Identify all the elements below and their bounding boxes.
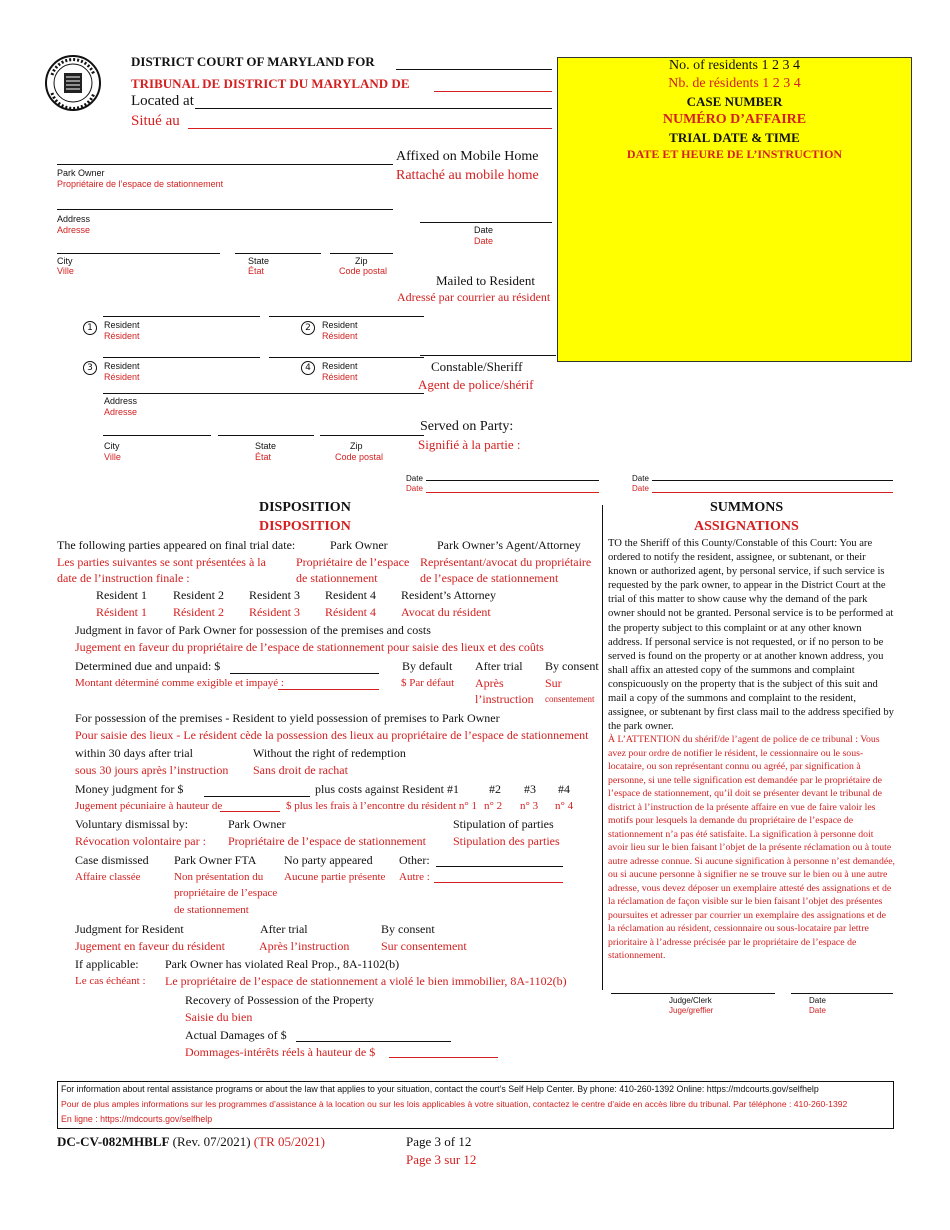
if-applicable-label-fr: Le cas échéant : <box>75 975 146 987</box>
constable-label: Constable/Sheriff <box>431 359 523 374</box>
summons-body: TO the Sheriff of this County/Constable of this Court: You are ordered to notify the resident, assignee, or subtenant, or their known or authorized agent, by personal service, if such service is requested by the park owner, to appear in the District Court at the trial of this matter to show cause why the demand of the park owner should not be granted. Personal service is to be performed at the property subject to this complaint or at any other known address. If personal service is not requested, or if no person to be served is found on the property or at another known address, you shall affix an attested copy of the summons and complaint conspicuously on the property that is the subject of this suit and mail a copy of the summons and complaint to the resident, assignee, or subtenant by first class mail to the address specified by the park owner. <box>608 538 894 733</box>
resident-zip-label-fr: Code postal <box>335 452 384 462</box>
money-judgment-line-fr <box>220 811 280 812</box>
resident-3-label: Resident <box>104 361 140 371</box>
located-line-fr <box>188 128 552 129</box>
appeared-resident-attorney[interactable]: Resident’s Attorney <box>401 588 496 602</box>
due-unpaid-label-fr: Montant déterminé comme exigible et impayé : <box>75 677 284 689</box>
summons-divider <box>602 505 603 990</box>
city-label: City <box>57 256 73 266</box>
other-line-fr <box>434 882 563 883</box>
city-label-fr: Ville <box>57 266 74 276</box>
by-consent[interactable]: By consent <box>545 659 599 673</box>
summons-date-label-fr: Date <box>809 1006 826 1015</box>
residents-count[interactable]: No. of residents 1 2 3 4 <box>668 58 801 73</box>
judgment-park-owner-fr: Jugement en faveur du propriétaire de l’espace de stationnement pour saisie des lieux et des coûts <box>75 640 544 654</box>
appeared-resident-attorney-fr: Avocat du résident <box>401 605 491 619</box>
other-label: Other: <box>399 853 430 867</box>
appeared-resident-4-fr: Résident 4 <box>325 605 376 619</box>
form-revision: (Rev. 07/2021) <box>172 1134 251 1149</box>
no-party-appeared-fr: Aucune partie présente <box>284 871 386 883</box>
money-resident-4[interactable]: #4 <box>558 782 570 796</box>
case-dismissed-fr: Affaire classée <box>75 871 141 883</box>
residents-count-fr: Nb. de résidents 1 2 3 4 <box>668 76 801 91</box>
appeared-resident-3-fr: Résident 3 <box>249 605 300 619</box>
summons-body-fr: À L’ATTENTION du shérif/de l’agent de police de ce tribunal : Vous avez pour ordre de notifier le résident, le cessionnaire ou le sous-locataire, ou son représentant connu ou agréé, par signification à personne, si une telle signification est demandée par le propriétaire de l’espace de stationnement, qu’il doit se présenter devant le tribunal de district à l’instruction de la présente affaire en vue de faire valoir les motifs pour lesquels la demande du propriétaire de l’espace de stationnement n’a pas été satisfaite. La signification à personne doit avoir lieu sur le bien faisant l’objet de la présente réclamation ou à toute autre adresse connue. Si aucune signification à personne n’est demandée, ou si aucune personne à signifier ne se trouve sur le bien ou à une autre adresse, vous devez déposer un exemplaire attesté des assignations et de la réclamation de façon visible sur le bien faisant l’objet des présentes poursuites et adresser par courrier un exemplaire des assignations et de la réclamation au résident, cessionnaire ou sous-locataire par lettre prioritaire à l’adresse précisée par le propriétaire de l’espace de stationnement. <box>608 734 895 961</box>
city-line[interactable] <box>57 253 220 254</box>
appeared-resident-3[interactable]: Resident 3 <box>249 588 300 602</box>
by-default[interactable]: By default <box>402 659 453 673</box>
address-line[interactable] <box>57 209 393 210</box>
resident-2-label-fr: Résident <box>322 331 358 341</box>
resident-1-label: Resident <box>104 320 140 330</box>
vol-park-owner[interactable]: Park Owner <box>228 817 286 831</box>
zip-label-fr: Code postal <box>339 266 388 276</box>
court-seal <box>44 53 102 113</box>
case-number-label-fr: NUMÉRO D’AFFAIRE <box>662 112 807 127</box>
served-date-1-label-fr: Date <box>406 484 423 493</box>
page-number-fr: Page 3 sur 12 <box>406 1152 477 1167</box>
due-unpaid-label: Determined due and unpaid: $ <box>75 659 221 673</box>
affixed-date-label-fr: Date <box>474 236 494 246</box>
park-owner-fta-fr-2: propriétaire de l’espace <box>174 887 278 899</box>
after-trial[interactable]: After trial <box>475 659 523 673</box>
appeared-agent-fr-1: Représentant/avocat du propriétaire <box>420 555 592 569</box>
judge-signature-line[interactable] <box>611 993 775 994</box>
served-date-1-line-fr <box>426 492 599 493</box>
appeared-label-fr-2: date de l’instruction finale : <box>57 571 190 585</box>
summons-title-fr: ASSIGNATIONS <box>694 519 799 534</box>
resident-zip-line[interactable] <box>320 435 424 436</box>
affixed-label: Affixed on Mobile Home <box>396 149 539 164</box>
recovery-possession[interactable]: Recovery of Possession of the Property <box>185 993 374 1007</box>
summons-date-line[interactable] <box>791 993 893 994</box>
state-label: State <box>248 256 270 266</box>
due-unpaid-line[interactable] <box>230 673 379 674</box>
state-label-fr: État <box>248 266 265 276</box>
money-resident-3-fr: n° 3 <box>520 800 539 812</box>
appeared-resident-4[interactable]: Resident 4 <box>325 588 376 602</box>
park-owner-label: Park Owner <box>57 168 105 178</box>
jres-after-trial[interactable]: After trial <box>260 922 308 936</box>
jres-by-consent[interactable]: By consent <box>381 922 435 936</box>
voluntary-dismissal-label: Voluntary dismissal by: <box>75 817 189 831</box>
case-number-label: CASE NUMBER <box>686 94 783 109</box>
served-date-1-label: Date <box>406 474 423 483</box>
vol-park-owner-fr: Propriétaire de l’espace de stationnement <box>228 834 426 848</box>
appeared-resident-2-fr: Résident 2 <box>173 605 224 619</box>
jres-by-consent-fr: Sur consentement <box>381 939 467 953</box>
disposition-title-fr: DISPOSITION <box>259 519 351 534</box>
other-line[interactable] <box>436 866 563 867</box>
appeared-resident-2[interactable]: Resident 2 <box>173 588 224 602</box>
court-county-line[interactable] <box>396 69 552 70</box>
money-judgment-line[interactable] <box>204 796 310 797</box>
page-number: Page 3 of 12 <box>406 1134 472 1149</box>
park-owner-fta[interactable]: Park Owner FTA <box>174 853 257 867</box>
state-line[interactable] <box>235 253 321 254</box>
located-label-fr: Situé au <box>131 113 180 129</box>
appeared-agent[interactable]: Park Owner’s Agent/Attorney <box>437 538 581 552</box>
appeared-agent-fr-2: de l’espace de stationnement <box>420 571 559 585</box>
served-date-2-line-fr <box>652 492 893 493</box>
money-judgment-label-fr: Jugement pécuniaire à hauteur de <box>75 800 223 812</box>
by-consent-fr-2: consentement <box>545 694 595 704</box>
self-help-info: For information about rental assistance programs or about the law that applies to your situation, contact the court’s Self Help Center. By phone: 410-260-1392 Online: https://mdcourts.gov/selfhelp <box>61 1084 819 1094</box>
within-30-days-fr: sous 30 jours après l’instruction <box>75 763 229 777</box>
served-date-2-line[interactable] <box>652 480 893 481</box>
due-unpaid-line-fr <box>278 689 379 690</box>
resident-2-label: Resident <box>322 320 358 330</box>
zip-label: Zip <box>355 256 368 266</box>
resident-city-label: City <box>104 441 120 451</box>
resident-3-label-fr: Résident <box>104 372 140 382</box>
stipulation-parties-fr: Stipulation des parties <box>453 834 560 848</box>
appeared-label-fr-1: Les parties suivantes se sont présentées à la <box>57 555 266 569</box>
form-id: DC-CV-082MHBLF <box>57 1134 170 1149</box>
resident-4-marker: 4 <box>301 361 315 375</box>
park-owner-fta-fr-1: Non présentation du <box>174 871 264 883</box>
resident-3-line[interactable] <box>103 357 260 358</box>
recovery-possession-fr: Saisie du bien <box>185 1010 253 1024</box>
actual-damages-label-fr: Dommages-intérêts réels à hauteur de $ <box>185 1045 376 1059</box>
form-translation-revision: (TR 05/2021) <box>253 1134 325 1149</box>
by-default-fr: $ Par défaut <box>401 677 455 689</box>
money-costs-label: plus costs against Resident #1 <box>315 782 459 796</box>
money-costs-label-fr: $ plus les frais à l’encontre du résident n° 1 <box>286 800 478 812</box>
court-title-en: DISTRICT COURT OF MARYLAND FOR <box>131 54 375 69</box>
resident-1-label-fr: Résident <box>104 331 140 341</box>
judge-label-fr: Juge/greffier <box>669 1006 714 1015</box>
case-dismissed[interactable]: Case dismissed <box>75 853 149 867</box>
resident-2-marker: 2 <box>301 321 315 335</box>
resident-address-label-fr: Adresse <box>104 407 138 417</box>
served-date-1-line[interactable] <box>426 480 599 481</box>
served-label-fr: Signifié à la partie : <box>418 437 521 452</box>
court-title-fr: TRIBUNAL DE DISTRICT DU MARYLAND DE <box>131 76 410 91</box>
if-applicable-label: If applicable: <box>75 957 139 971</box>
resident-state-label-fr: État <box>255 452 272 462</box>
resident-2-line[interactable] <box>269 316 424 317</box>
located-line[interactable] <box>195 108 552 109</box>
no-party-appeared[interactable]: No party appeared <box>284 853 373 867</box>
trial-date-label-fr: DATE ET HEURE DE L’INSTRUCTION <box>626 147 843 161</box>
mailed-label: Mailed to Resident <box>436 273 535 288</box>
appeared-park-owner-fr-2: de stationnement <box>296 571 378 585</box>
within-30-days[interactable]: within 30 days after trial <box>75 746 193 760</box>
money-judgment-label: Money judgment for $ <box>75 782 184 796</box>
resident-4-label: Resident <box>322 361 358 371</box>
voluntary-dismissal-label-fr: Révocation volontaire par : <box>75 834 206 848</box>
appeared-label: The following parties appeared on final trial date: <box>57 538 296 552</box>
self-help-info-fr: Pour de plus amples informations sur les programmes d’assistance à la location ou sur les lois applicables à votre situation, contactez le centre d’aide en accès libre du tribunal. Par téléphone : 410-260-1392 <box>61 1099 848 1109</box>
constable-label-fr: Agent de police/shérif <box>418 377 534 392</box>
disposition-title: DISPOSITION <box>259 500 351 515</box>
money-resident-2-fr: n° 2 <box>484 800 503 812</box>
served-date-2-label: Date <box>632 474 649 483</box>
park-owner-label-fr: Propriétaire de l’espace de stationnement <box>57 179 224 189</box>
other-label-fr: Autre : <box>399 871 430 883</box>
self-help-info-fr-2: En ligne : https://mdcourts.gov/selfhelp <box>61 1114 213 1124</box>
actual-damages-line[interactable] <box>296 1041 451 1042</box>
park-owner-fta-fr-3: de stationnement <box>174 904 249 916</box>
by-consent-fr-1: Sur <box>545 676 562 690</box>
violated-label-fr: Le propriétaire de l’espace de stationnement a violé le bien immobilier, 8A-1102(b) <box>165 974 567 988</box>
without-redemption-fr: Sans droit de rachat <box>253 763 348 777</box>
resident-state-line[interactable] <box>218 435 314 436</box>
judge-label: Judge/Clerk <box>669 996 712 1005</box>
served-label: Served on Party: <box>420 419 514 434</box>
after-trial-fr-1: Après <box>475 676 504 690</box>
resident-state-label: State <box>255 441 277 451</box>
mailed-label-fr: Adressé par courrier au résident <box>397 290 551 304</box>
money-resident-2[interactable]: #2 <box>489 782 501 796</box>
appeared-park-owner-fr-1: Propriétaire de l’espace <box>296 555 410 569</box>
judgment-resident[interactable]: Judgment for Resident <box>75 922 184 936</box>
without-redemption[interactable]: Without the right of redemption <box>253 746 406 760</box>
money-resident-3[interactable]: #3 <box>524 782 536 796</box>
after-trial-fr-2: l’instruction <box>475 692 534 706</box>
resident-1-marker: 1 <box>83 321 97 335</box>
resident-zip-label: Zip <box>350 441 363 451</box>
affixed-date-label: Date <box>474 225 494 235</box>
judgment-resident-fr: Jugement en faveur du résident <box>75 939 225 953</box>
zip-line[interactable] <box>330 253 393 254</box>
stipulation-parties[interactable]: Stipulation of parties <box>453 817 554 831</box>
affixed-date-line[interactable] <box>420 222 552 223</box>
appeared-park-owner[interactable]: Park Owner <box>330 538 388 552</box>
trial-date-label: TRIAL DATE & TIME <box>669 130 800 145</box>
resident-3-marker: 3 <box>83 361 97 375</box>
possession-label[interactable]: For possession of the premises - Resident to yield possession of premises to Park Owner <box>75 711 500 725</box>
resident-1-line[interactable] <box>103 316 260 317</box>
money-resident-4-fr: n° 4 <box>555 800 574 812</box>
resident-address-line[interactable] <box>103 393 424 394</box>
park-owner-line[interactable] <box>57 164 393 165</box>
court-county-line-fr <box>434 91 552 92</box>
resident-4-label-fr: Résident <box>322 372 358 382</box>
summons-date-label: Date <box>809 996 826 1005</box>
located-label: Located at <box>131 93 194 109</box>
address-label: Address <box>57 214 91 224</box>
resident-city-line[interactable] <box>103 435 211 436</box>
judgment-park-owner[interactable]: Judgment in favor of Park Owner for possession of the premises and costs <box>75 623 431 637</box>
address-label-fr: Adresse <box>57 225 91 235</box>
affixed-label-fr: Rattaché au mobile home <box>396 168 539 183</box>
violated-label[interactable]: Park Owner has violated Real Prop., 8A-1102(b) <box>165 957 400 971</box>
actual-damages-line-fr <box>389 1057 498 1058</box>
resident-address-label: Address <box>104 396 138 406</box>
form-footer <box>57 1134 325 1150</box>
appeared-resident-1[interactable]: Resident 1 <box>96 588 147 602</box>
served-date-2-label-fr: Date <box>632 484 649 493</box>
jres-after-trial-fr: Après l’instruction <box>259 939 350 953</box>
actual-damages-label: Actual Damages of $ <box>185 1028 287 1042</box>
possession-label-fr: Pour saisie des lieux - Le résident cède la possession des lieux au propriétaire de l’espace de stationnement <box>75 728 589 742</box>
resident-4-line[interactable] <box>269 357 424 358</box>
appeared-resident-1-fr: Résident 1 <box>96 605 147 619</box>
summons-title: SUMMONS <box>710 500 784 515</box>
resident-city-label-fr: Ville <box>104 452 121 462</box>
constable-line[interactable] <box>420 355 556 356</box>
